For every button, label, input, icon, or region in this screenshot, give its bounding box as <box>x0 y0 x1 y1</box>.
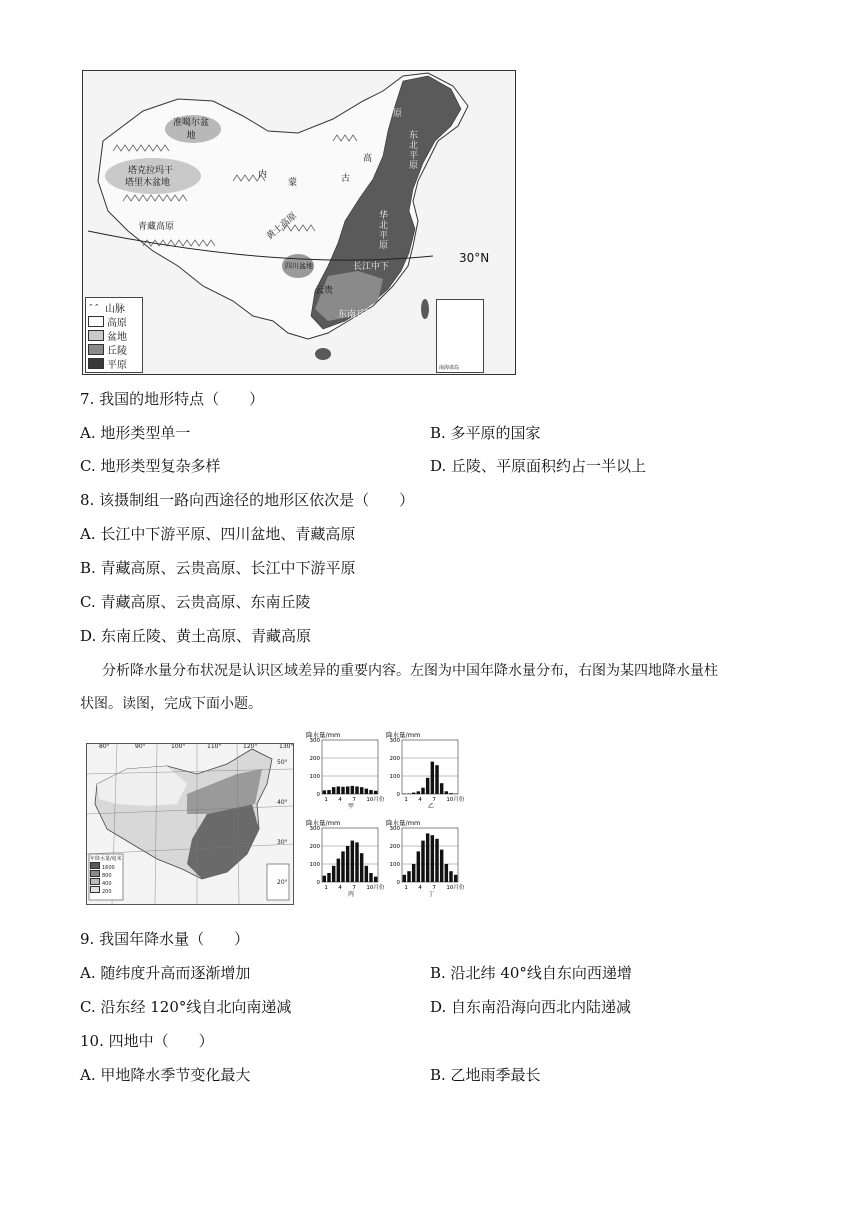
label-loess: 黄土高原 <box>264 211 299 243</box>
chart-ytick: 300 <box>389 826 400 832</box>
chart-ytick: 0 <box>316 880 320 886</box>
chart-bar <box>407 871 410 882</box>
label-gu: 古 <box>341 174 351 184</box>
q10-option-a[interactable]: A. 甲地降水季节变化最大 <box>80 1066 251 1084</box>
label-30n: 30°N <box>459 251 490 265</box>
chart-xtick: 4 <box>338 797 342 803</box>
legend-swatch <box>88 358 104 369</box>
longitude-label: 130° <box>279 743 294 750</box>
label-nei: 内 <box>258 170 268 180</box>
chart-bar <box>431 762 434 794</box>
q8-option-d[interactable]: D. 东南丘陵、黄土高原、青藏高原 <box>80 627 312 645</box>
chart-ytick: 300 <box>389 738 400 744</box>
chart-bar <box>365 866 368 882</box>
chart-ytick: 0 <box>316 792 320 798</box>
chart-bar <box>445 791 448 794</box>
chart-bar <box>417 791 420 794</box>
chart-xtick: 10月份 <box>446 885 465 891</box>
chart-bar <box>412 793 415 794</box>
chart-1 <box>386 730 465 810</box>
legend-swatch <box>88 330 104 341</box>
legend-item-0 <box>88 300 140 314</box>
precip-legend-item: 400 <box>90 878 115 886</box>
q7-stem: 7. 我国的地形特点（ ） <box>80 390 265 408</box>
q7-option-a[interactable]: A. 地形类型单一 <box>80 424 191 442</box>
chart-name: 丙 <box>348 891 355 898</box>
hainan-island <box>315 348 331 360</box>
chart-bar <box>337 786 340 794</box>
chart-bar <box>374 791 377 794</box>
precip-legend-title: 年降水量/毫米 <box>90 856 122 862</box>
chart-xtick: 10月份 <box>366 797 385 803</box>
legend-label: 高原 <box>107 317 127 329</box>
chart-bar <box>355 842 358 882</box>
q7-option-d[interactable]: D. 丘陵、平原面积约占一半以上 <box>430 457 647 475</box>
q9-option-a[interactable]: A. 随纬度升高而逐渐增加 <box>80 964 251 982</box>
chart-xtick: 7 <box>432 885 436 891</box>
chart-3 <box>386 818 465 898</box>
q9-stem: 9. 我国年降水量（ ） <box>80 930 250 948</box>
label-taklimakan: 塔克拉玛干 <box>128 166 174 176</box>
q8-stem: 8. 该摄制组一路向西途径的地形区依次是（ ） <box>80 491 415 509</box>
chart-ytick: 100 <box>389 862 400 868</box>
chart-bar <box>426 833 429 882</box>
legend-swatch <box>88 344 104 355</box>
legend-label: 山脉 <box>105 303 125 315</box>
chart-ytick: 200 <box>389 844 400 850</box>
q10-stem: 10. 四地中（ ） <box>80 1032 214 1050</box>
label-dongnan: 东南丘陵 <box>338 310 375 320</box>
chart-ytick: 300 <box>309 826 320 832</box>
chart-bar <box>449 793 452 794</box>
chart-bar <box>374 877 377 882</box>
latitude-label: 40° <box>277 799 288 806</box>
chart-name: 乙 <box>428 803 435 810</box>
legend-list <box>88 300 140 370</box>
latitude-label: 20° <box>277 879 288 886</box>
chart-ylabel: 降水量/mm <box>386 731 421 739</box>
q7-option-b[interactable]: B. 多平原的国家 <box>430 424 541 442</box>
chart-ytick: 0 <box>396 792 400 798</box>
legend-swatch: ⌃⌃ <box>88 302 100 311</box>
chart-bar <box>341 851 344 882</box>
longitude-label: 110° <box>207 743 222 750</box>
chart-bar <box>369 873 372 882</box>
chart-ytick: 100 <box>309 862 320 868</box>
chart-bar <box>435 839 438 882</box>
chart-xtick: 1 <box>324 885 328 891</box>
chart-bar <box>421 788 424 794</box>
taiwan-island <box>421 299 429 319</box>
chart-bar <box>346 846 349 882</box>
chart-bar <box>327 790 330 794</box>
legend-item-1 <box>88 314 140 328</box>
legend-label: 盆地 <box>107 331 127 343</box>
precip-bar-charts <box>300 728 470 908</box>
chart-ytick: 0 <box>396 880 400 886</box>
chart-name: 丁 <box>428 891 435 898</box>
chart-ytick: 100 <box>389 774 400 780</box>
precip-legend-item: 1600 <box>90 862 115 870</box>
precipitation-map <box>86 743 294 905</box>
legend-swatch <box>88 316 104 327</box>
chart-bar <box>454 875 457 882</box>
chart-bar <box>332 787 335 794</box>
label-dongbei: 东北平原 <box>409 131 419 171</box>
chart-name: 甲 <box>348 803 355 810</box>
chart-bar <box>351 841 354 882</box>
chart-bar <box>332 866 335 882</box>
chart-bar <box>412 864 415 882</box>
chart-bar <box>369 790 372 794</box>
label-gao: 高 <box>363 154 373 164</box>
precip-legend-item: 800 <box>90 870 115 878</box>
chart-2 <box>306 818 385 898</box>
chart-bar <box>417 851 420 882</box>
chart-frame <box>402 740 458 794</box>
terrain-legend <box>85 297 143 373</box>
chart-xtick: 10月份 <box>446 797 465 803</box>
inset-label: 南海诸岛 <box>439 365 460 371</box>
precip-legend-items <box>90 862 115 894</box>
label-huabei: 华北平原 <box>379 211 389 251</box>
chart-bar <box>337 859 340 882</box>
chart-ylabel: 降水量/mm <box>386 819 421 827</box>
terrain-map <box>82 70 516 375</box>
legend-item-2 <box>88 328 140 342</box>
chart-xtick: 4 <box>418 797 422 803</box>
chart-xtick: 7 <box>352 797 356 803</box>
intro-line-1: 分析降水量分布状况是认识区域差异的重要内容。左图为中国年降水量分布，右图为某四地降水量柱 <box>102 663 718 679</box>
chart-bar <box>365 789 368 794</box>
label-junggar: 准噶尔盆地 <box>172 118 209 141</box>
chart-ylabel: 降水量/mm <box>306 731 341 739</box>
chart-bar <box>421 841 424 882</box>
label-yungui: 云贵 <box>315 286 334 296</box>
chart-bar <box>355 786 358 794</box>
label-meng: 蒙 <box>288 178 298 188</box>
label-changjiang: 长江中下 <box>353 262 390 272</box>
chart-xtick: 1 <box>404 797 408 803</box>
chart-bar <box>440 850 443 882</box>
label-tarim: 塔里木盆地 <box>125 178 171 188</box>
label-qingzang: 青藏高原 <box>138 222 175 232</box>
chart-bar <box>346 786 349 794</box>
q8-option-b[interactable]: B. 青藏高原、云贵高原、长江中下游平原 <box>80 559 356 577</box>
chart-bar <box>360 853 363 882</box>
legend-label: 平原 <box>107 359 127 371</box>
chart-ylabel: 降水量/mm <box>306 819 341 827</box>
chart-xtick: 7 <box>352 885 356 891</box>
q9-option-c[interactable]: C. 沿东经 120°线自北向南递减 <box>80 998 292 1016</box>
latitude-label: 30° <box>277 839 288 846</box>
chart-xtick: 10月份 <box>366 885 385 891</box>
chart-ytick: 200 <box>309 756 320 762</box>
intro-line-2: 状图。读图，完成下面小题。 <box>80 696 262 712</box>
q8-option-a[interactable]: A. 长江中下游平原、四川盆地、青藏高原 <box>80 525 356 543</box>
chart-bar <box>403 875 406 882</box>
q9-option-b[interactable]: B. 沿北纬 40°线自东向西递增 <box>430 964 632 982</box>
latitude-label: 50° <box>277 759 288 766</box>
chart-xtick: 4 <box>418 885 422 891</box>
chart-xtick: 7 <box>432 797 436 803</box>
chart-bar <box>351 786 354 794</box>
longitude-label: 90° <box>135 743 146 750</box>
chart-ytick: 300 <box>309 738 320 744</box>
chart-bar <box>327 873 330 882</box>
chart-bar <box>426 778 429 794</box>
q9-option-d[interactable]: D. 自东南沿海向西北内陆递减 <box>430 998 632 1016</box>
chart-ytick: 200 <box>389 756 400 762</box>
chart-bar <box>341 787 344 794</box>
chart-frame <box>322 740 378 794</box>
chart-bar <box>440 783 443 794</box>
precipitation-map-svg <box>87 744 293 904</box>
legend-label: 丘陵 <box>107 345 127 357</box>
q8-option-c[interactable]: C. 青藏高原、云贵高原、东南丘陵 <box>80 593 311 611</box>
south-sea-inset <box>436 299 484 373</box>
q10-option-b[interactable]: B. 乙地雨季最长 <box>430 1066 541 1084</box>
bar-charts-svg <box>300 728 470 908</box>
chart-bar <box>449 871 452 882</box>
chart-xtick: 1 <box>324 797 328 803</box>
chart-bar <box>445 864 448 882</box>
chart-bar <box>323 876 326 882</box>
chart-xtick: 4 <box>338 885 342 891</box>
longitude-label: 80° <box>99 743 110 750</box>
chart-bar <box>323 790 326 794</box>
legend-item-3 <box>88 342 140 356</box>
chart-ytick: 200 <box>309 844 320 850</box>
longitude-label: 100° <box>171 743 186 750</box>
precip-legend-item: 200 <box>90 886 115 894</box>
chart-bar <box>431 835 434 882</box>
label-yuan: 原 <box>393 109 403 119</box>
longitude-label: 120° <box>243 743 258 750</box>
chart-0 <box>306 730 385 810</box>
chart-bar <box>360 787 363 794</box>
legend-item-4 <box>88 356 140 370</box>
chart-xtick: 1 <box>404 885 408 891</box>
chart-bar <box>435 765 438 794</box>
chart-ytick: 100 <box>309 774 320 780</box>
chart-bar <box>407 793 410 794</box>
label-sichuan: 四川盆地 <box>285 262 313 270</box>
q7-option-c[interactable]: C. 地形类型复杂多样 <box>80 457 221 475</box>
